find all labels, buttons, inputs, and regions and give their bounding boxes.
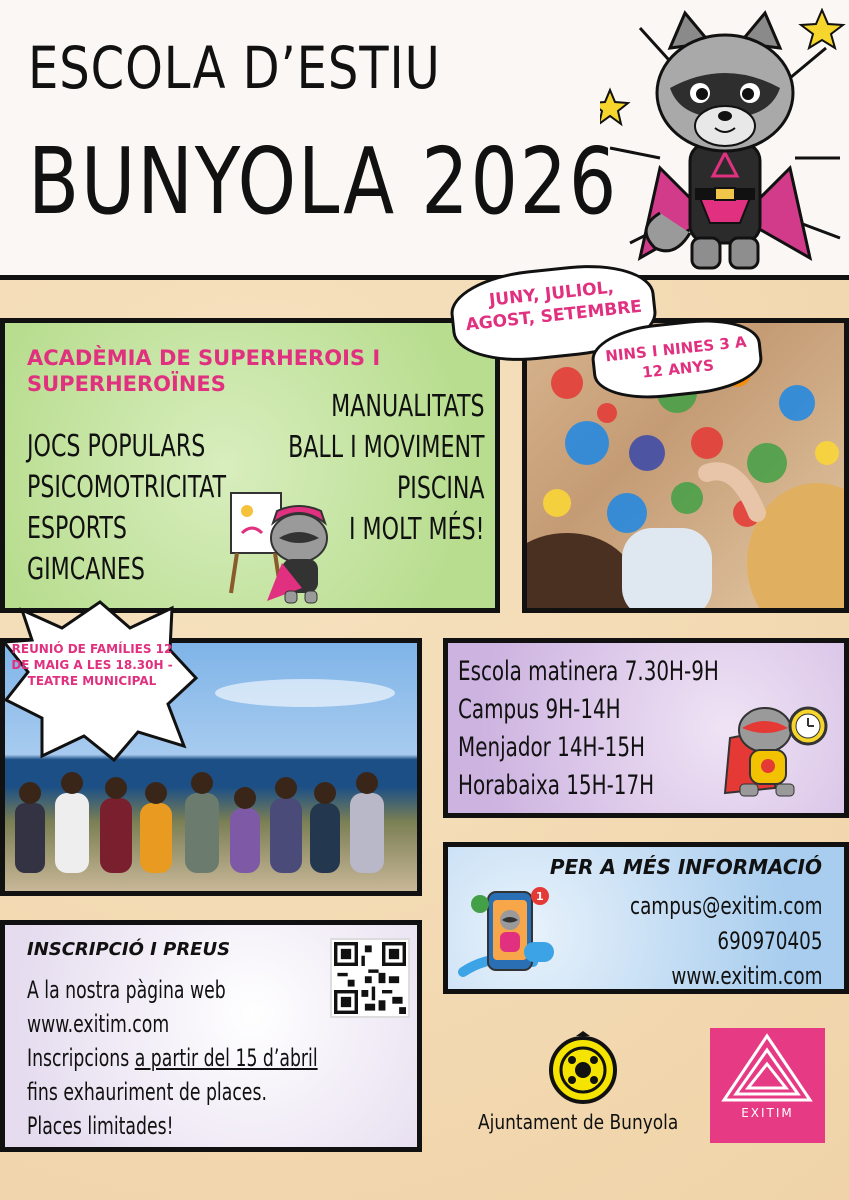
exitim-triangle-icon bbox=[710, 1028, 825, 1106]
painter-raccoon-icon bbox=[227, 483, 337, 608]
schedule-panel bbox=[443, 638, 849, 818]
phone-raccoon-icon bbox=[458, 882, 568, 987]
academy-title: ACADÈMIA DE SUPERHEROIS I SUPERHEROÏNES bbox=[27, 346, 381, 396]
list-item: I MOLT MÉS! bbox=[349, 512, 485, 547]
phone-number[interactable]: 690970405 bbox=[716, 927, 822, 955]
meeting-text: REUNIÓ DE FAMÍLIES 12 DE MAIG A LES 18.30H - TEATRE MUNICIPAL bbox=[11, 642, 173, 688]
inscription-title: INSCRIPCIÓ I PREUS bbox=[27, 939, 231, 960]
schedule-item: Menjador 14H-15H bbox=[458, 732, 645, 763]
qr-code-icon[interactable] bbox=[330, 938, 410, 1018]
schedule-item: Horabaixa 15H-17H bbox=[458, 770, 655, 801]
svg-text:1: 1 bbox=[536, 890, 544, 903]
list-item: BALL I MOVIMENT bbox=[288, 430, 485, 465]
list-item: PSICOMOTRICITAT bbox=[27, 470, 227, 505]
inscription-line: A la nostra pàgina web bbox=[27, 976, 226, 1004]
info-panel bbox=[443, 842, 849, 994]
website-link[interactable]: www.exitim.com bbox=[670, 962, 822, 990]
schedule-item: Campus 9H-14H bbox=[458, 694, 621, 725]
inscription-line-prefix: Inscripcions bbox=[27, 1044, 135, 1072]
council-name: Ajuntament de Bunyola bbox=[478, 1110, 679, 1134]
inscription-lines bbox=[27, 973, 318, 1143]
header-area bbox=[0, 0, 849, 280]
inscription-date: a partir del 15 d’abril bbox=[134, 1044, 318, 1072]
inscription-line bbox=[27, 1041, 318, 1075]
clock-raccoon-icon bbox=[720, 698, 832, 803]
list-item: JOCS POPULARS bbox=[27, 429, 206, 464]
list-item: MANUALITATS bbox=[331, 389, 485, 424]
contact-list bbox=[629, 889, 822, 994]
inscription-line: fins exhauriment de places. bbox=[27, 1078, 267, 1106]
website-link[interactable]: www.exitim.com bbox=[27, 1010, 170, 1038]
list-item: PISCINA bbox=[397, 471, 485, 506]
list-item: GIMCANES bbox=[27, 552, 145, 587]
email-link[interactable]: campus@exitim.com bbox=[629, 892, 822, 920]
academy-panel bbox=[0, 318, 500, 613]
schedule-item: Escola matinera 7.30H-9H bbox=[458, 656, 719, 687]
inscription-line: Places limitades! bbox=[27, 1112, 174, 1140]
ages-bubble: NINS I NINES 3 A 12 ANYS bbox=[589, 313, 766, 404]
list-item: ESPORTS bbox=[27, 511, 127, 546]
dates-bubble: JUNY, JULIOL, AGOST, SETEMBRE bbox=[447, 258, 660, 369]
raccoon-mascot-icon bbox=[600, 8, 849, 278]
activities-left-list bbox=[27, 426, 226, 590]
info-title: PER A MÉS INFORMACIÓ bbox=[549, 855, 822, 879]
title-line-2: BUNYOLA 2026 bbox=[28, 128, 619, 235]
schedule-list bbox=[458, 653, 719, 805]
brand-name: EXITIM bbox=[741, 1106, 794, 1120]
exitim-logo bbox=[710, 1028, 825, 1143]
title-line-1: ESCOLA D’ESTIU bbox=[28, 34, 441, 102]
bunyola-council-seal-icon bbox=[548, 1030, 618, 1108]
